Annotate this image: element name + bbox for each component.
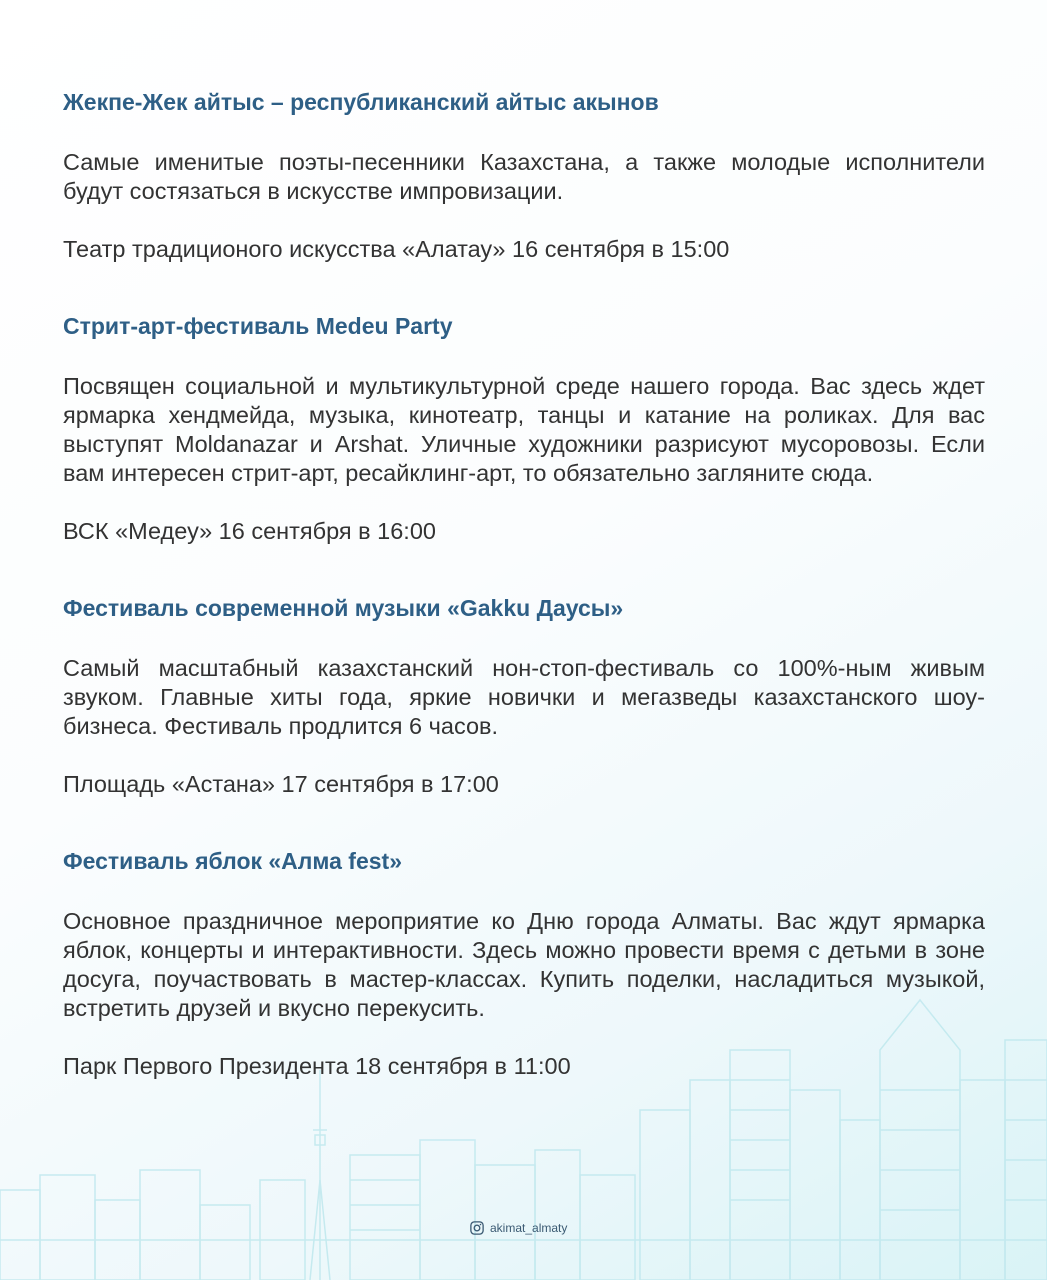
event-title: Фестиваль современной музыки «Gakku Даусы» xyxy=(63,595,624,621)
event-section xyxy=(63,88,985,264)
event-venue-time: Площадь «Астана» 17 сентября в 17:00 xyxy=(63,771,499,797)
event-title: Жекпе-Жек айтыс – республиканский айтыс акынов xyxy=(63,89,659,115)
instagram-handle[interactable] xyxy=(470,1221,567,1235)
event-description: Самый масштабный казахстанский нон-стоп-фестиваль со 100%-ным живым звуком. Главные хиты года, яркие новички и мегазведы казахстанского шоу-бизнеса. Фестиваль продлится 6 часов. xyxy=(63,655,985,739)
event-section xyxy=(63,594,985,799)
event-description: Посвящен социальной и мультикультурной среде нашего города. Вас здесь ждет ярмарка хендмейда, музыка, кинотеатр, танцы и катание на роликах. Для вас выступят Moldanazar и Arshat. Уличные художники разрисуют мусоровозы. Если вам интересен стрит-арт, ресайклинг-арт, то обязательно загляните сюда. xyxy=(63,373,985,486)
instagram-handle-text: akimat_almaty xyxy=(490,1221,568,1235)
event-title: Фестиваль яблок «Алма fest» xyxy=(63,848,402,874)
event-venue-time: Парк Первого Президента 18 сентября в 11:00 xyxy=(63,1053,571,1079)
instagram-icon xyxy=(470,1221,484,1235)
event-description: Основное праздничное мероприятие ко Дню города Алматы. Вас ждут ярмарка яблок, концерты и интерактивности. Здесь можно провести время с детьми в зоне досуга, поучаствовать в мастер-классах. Купить поделки, насладиться музыкой, встретить друзей и вкусно перекусить. xyxy=(63,908,985,1021)
event-section xyxy=(63,847,985,1081)
event-title: Стрит-арт-фестиваль Medeu Party xyxy=(63,313,453,339)
event-venue-time: ВСК «Медеу» 16 сентября в 16:00 xyxy=(63,518,436,544)
event-description: Самые именитые поэты-песенники Казахстана, а также молодые исполнители будут состязаться в искусстве импровизации. xyxy=(63,149,985,204)
event-venue-time: Театр традиционого искусства «Алатау» 16 сентября в 15:00 xyxy=(63,236,730,262)
event-section xyxy=(63,312,985,546)
events-list xyxy=(63,88,985,1081)
